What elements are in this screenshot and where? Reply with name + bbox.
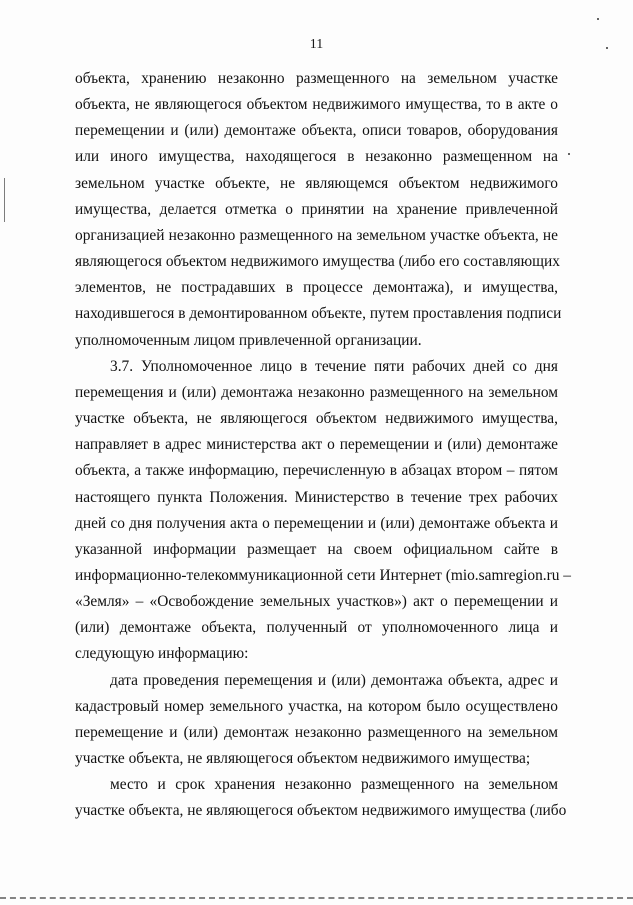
scan-speck [568, 153, 570, 155]
document-body [75, 66, 571, 825]
paragraph-continuation [75, 66, 562, 354]
text-line: уполномоченным лицом привлеченной организации. [75, 331, 422, 349]
text-line: место и срок хранения незаконно размещенного на земельном [110, 776, 558, 794]
text-line: перемещение и (или) демонтаж незаконно размещенного на земельном [75, 723, 558, 741]
paragraph-item-date [75, 668, 558, 773]
text-line: организацией незаконно размещенного на земельном участке объекта, не [75, 226, 558, 244]
scan-speck [597, 18, 599, 20]
text-line: объекта, хранению незаконно размещенного на земельном участке [75, 70, 558, 87]
text-line: участке объекта, не являющегося объектом недвижимого имущества, [75, 410, 558, 428]
text-line: объекта, а также информацию, перечисленную в абзацах втором – пятом [75, 462, 558, 480]
text-line: имущества, делается отметка о принятии на хранение привлеченной [75, 200, 558, 218]
text-line: участке объекта, не являющегося объектом недвижимого имущества; [75, 750, 531, 768]
text-line: объекта, не являющегося объектом недвижимого имущества, то в акте о [75, 96, 558, 114]
text-line: или иного имущества, находящегося в незаконно размещенном на [75, 148, 558, 166]
page-number: 11 [309, 37, 324, 52]
text-line: настоящего пункта Положения. Министерство в течение трех рабочих [75, 488, 558, 506]
text-line: элементов, не пострадавших в процессе демонтажа), и имущества, [75, 279, 558, 297]
text-line: земельном участке объекте, не являющемся объектом недвижимого [75, 174, 558, 192]
text-line: направляет в адрес министерства акт о перемещении и (или) демонтаже [75, 436, 558, 454]
scan-margin-mark [4, 178, 5, 222]
paragraph-clause-3-7 [75, 354, 571, 668]
text-line: (или) демонтаже объекта, полученный от уполномоченного лица и [75, 619, 558, 637]
text-line: перемещения и (или) демонтажа незаконно размещенного на земельном [75, 383, 558, 401]
text-line: участке объекта, не являющегося объектом недвижимого имущества (либо [75, 802, 567, 820]
paragraph-item-place [75, 772, 567, 824]
text-line: 3.7. Уполномоченное лицо в течение пяти рабочих дней со дня [110, 357, 558, 375]
text-line: кадастровый номер земельного участка, на котором было осуществлено [75, 697, 558, 715]
text-line: находившегося в демонтированном объекте, путем проставления подписи [75, 305, 562, 323]
text-line: являющегося объектом недвижимого имущества (либо его составляющих [75, 253, 560, 271]
text-line: информационно-телекоммуникационной сети Интернет (mio.samregion.ru – [75, 566, 571, 584]
text-line: следующую информацию: [75, 645, 249, 663]
text-line: перемещении и (или) демонтаже объекта, описи товаров, оборудования [75, 122, 558, 140]
text-line: «Земля» – «Освобождение земельных участков») акт о перемещении и [75, 593, 558, 611]
scan-bottom-edge [0, 897, 633, 899]
text-line: дата проведения перемещения и (или) демонтажа объекта, адрес и [110, 671, 558, 689]
text-line: указанной информации размещает на своем официальном сайте в [75, 540, 558, 558]
text-line: дней со дня получения акта о перемещении и (или) демонтаже объекта и [75, 514, 558, 532]
